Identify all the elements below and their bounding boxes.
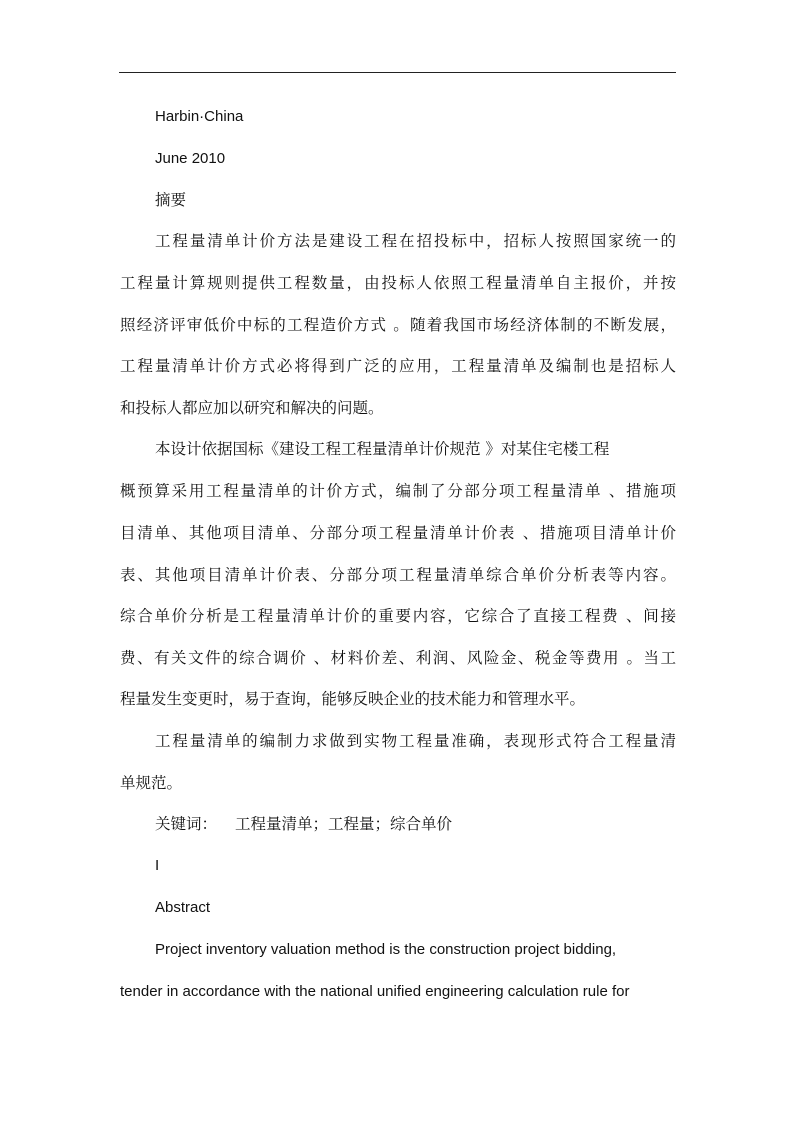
abstract-cn-line: 和投标人都应加以研究和解决的问题。	[120, 399, 384, 417]
abstract-en-line: tender in accordance with the national unified engineering calculation rule for	[120, 983, 630, 1000]
abstract-cn-line: 照经济评审低价中标的工程造价方式 。随着我国市场经济体制的不断发展，	[120, 316, 676, 334]
abstract-cn-line: 工程量清单计价方法是建设工程在招投标中，招标人按照国家统一的	[155, 232, 676, 250]
keywords-line	[155, 814, 452, 834]
abstract-cn-line: 程量发生变更时，易于查询，能够反映企业的技术能力和管理水平。	[120, 690, 586, 708]
page-number: I	[155, 857, 160, 874]
keywords-label: 关键词：	[155, 815, 218, 833]
header-city: Harbin·China	[155, 108, 244, 125]
header-rule	[119, 72, 676, 73]
abstract-cn-line: 工程量清单计价方式必将得到广泛的应用，工程量清单及编制也是招标人	[120, 357, 676, 375]
abstract-cn-heading: 摘要	[155, 191, 187, 209]
abstract-en-line: Project inventory valuation method is the construction project bidding,	[155, 941, 617, 958]
abstract-cn-line: 综合单价分析是工程量清单计价的重要内容，它综合了直接工程费 、间接	[120, 607, 676, 625]
abstract-cn-line: 工程量计算规则提供工程数量，由投标人依照工程量清单自主报价，并按	[120, 274, 676, 292]
keywords-value: 工程量清单；工程量；综合单价	[235, 815, 453, 833]
abstract-cn-line: 费、有关文件的综合调价 、材料价差、利润、风险金、税金等费用 。当工	[120, 649, 676, 667]
header-date: June 2010	[155, 150, 226, 167]
abstract-cn-line: 表、其他项目清单计价表、分部分项工程量清单综合单价分析表等内容。	[120, 566, 676, 584]
abstract-cn-line: 工程量清单的编制力求做到实物工程量准确，表现形式符合工程量清	[155, 732, 676, 750]
abstract-cn-line: 概预算采用工程量清单的计价方式，编制了分部分项工程量清单 、措施项	[120, 482, 676, 500]
abstract-en-heading: Abstract	[155, 899, 211, 916]
abstract-cn-line: 本设计依据国标《建设工程工程量清单计价规范 》对某住宅楼工程	[155, 440, 610, 458]
abstract-cn-line: 单规范。	[120, 774, 183, 792]
abstract-cn-line: 目清单、其他项目清单、分部分项工程量清单计价表 、措施项目清单计价	[120, 524, 676, 542]
